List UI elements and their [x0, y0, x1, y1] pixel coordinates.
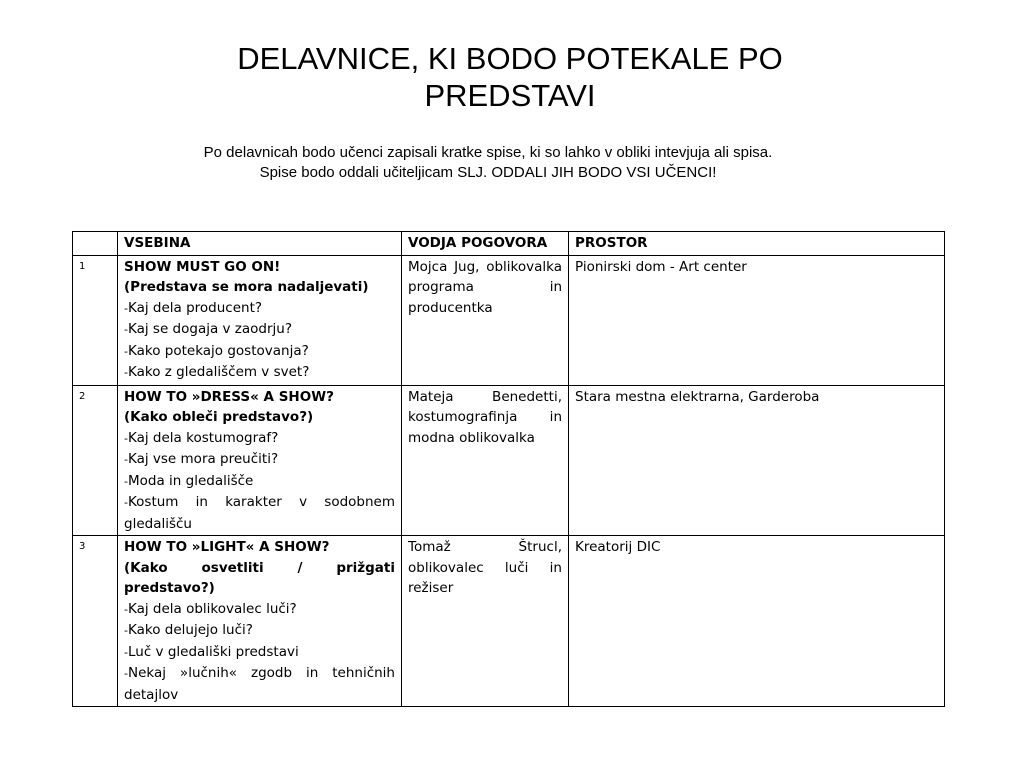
header-num	[73, 232, 118, 256]
table-header-row	[73, 232, 945, 256]
table-row	[73, 385, 945, 536]
row-number: 3	[73, 536, 118, 707]
vodja-cell: Mateja Benedetti, kostumografinja in modna oblikovalka	[402, 385, 569, 536]
vsebina-cell	[118, 255, 402, 385]
question-item: -Kako potekajo gostovanja?	[124, 342, 309, 359]
intro-line-1: Po delavnicah bodo učenci zapisali kratke spise, ki so lahko v obliki intevjuja ali spisa.	[203, 144, 773, 161]
topic-title: HOW TO »LIGHT« A SHOW?	[124, 539, 330, 555]
page-title-line-2: PREDSTAVI	[424, 78, 596, 113]
vsebina-cell	[118, 536, 402, 707]
question-item: -Kaj dela kostumograf?	[124, 429, 279, 446]
question-item: -Kaj vse mora preučiti?	[124, 451, 279, 467]
question-item: -Kostum in karakter v sodobnem gledališču	[124, 494, 395, 532]
question-item: -Kaj dela oblikovalec luči?	[124, 600, 297, 617]
question-item: -Kaj se dogaja v zaodrju?	[124, 321, 293, 337]
topic-subtitle: (Kako obleči predstavo?)	[124, 409, 314, 425]
vsebina-cell	[118, 385, 402, 536]
page-title	[150, 40, 870, 114]
prostor-cell: Kreatorij DIC	[569, 536, 945, 707]
intro-text	[110, 143, 866, 183]
prostor-cell: Stara mestna elektrarna, Garderoba	[569, 385, 945, 536]
question-item: -Luč v gledališki predstavi	[124, 643, 299, 660]
header-vsebina: VSEBINA	[118, 232, 402, 256]
question-item: -Kako delujejo luči?	[124, 622, 253, 638]
table-row	[73, 536, 945, 707]
row-number: 1	[73, 255, 118, 385]
question-item: -Kako z gledališčem v svet?	[124, 364, 310, 380]
vodja-cell: Tomaž Štrucl, oblikovalec luči in režiser	[402, 536, 569, 707]
workshops-table	[72, 231, 945, 707]
question-item: -Nekaj »lučnih« zgodb in tehničnih detajlov	[124, 665, 395, 703]
header-vodja: VODJA POGOVORA	[402, 232, 569, 256]
page-title-line-1: DELAVNICE, KI BODO POTEKALE PO	[237, 41, 783, 76]
question-item: -Moda in gledališče	[124, 472, 254, 489]
question-item: -Kaj dela producent?	[124, 299, 263, 316]
topic-subtitle: (Predstava se mora nadaljevati)	[124, 279, 369, 295]
vodja-cell: Mojca Jug, oblikovalka programa in producentka	[402, 255, 569, 385]
row-number: 2	[73, 385, 118, 536]
header-prostor: PROSTOR	[569, 232, 945, 256]
topic-title: SHOW MUST GO ON!	[124, 258, 281, 275]
topic-title: HOW TO »DRESS« A SHOW?	[124, 388, 334, 405]
prostor-cell: Pionirski dom - Art center	[569, 255, 945, 385]
topic-subtitle: (Kako osvetliti / prižgati predstavo?)	[124, 559, 395, 596]
table-row	[73, 255, 945, 385]
intro-line-2: Spise bodo oddali učiteljicam SLJ. ODDALI JIH BODO VSI UČENCI!	[259, 164, 717, 181]
